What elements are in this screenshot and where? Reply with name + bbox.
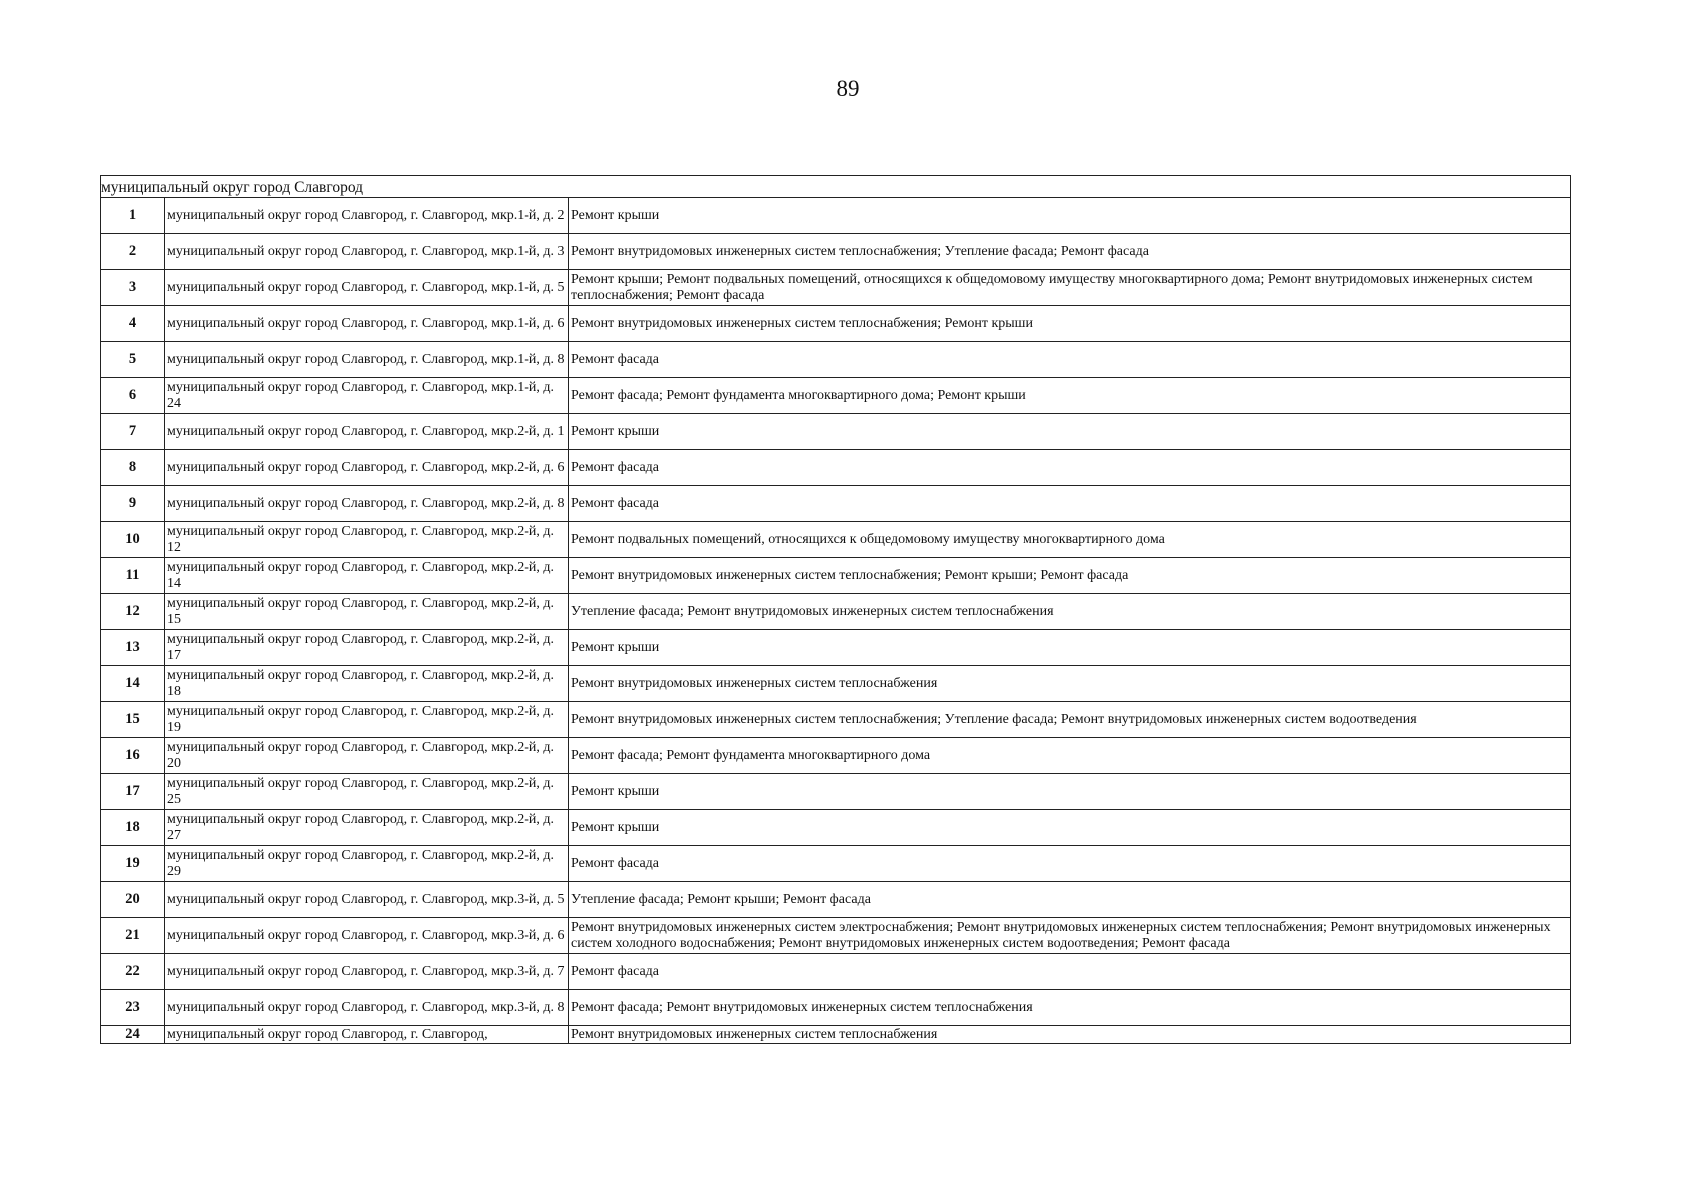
row-address: муниципальный округ город Славгород, г. Славгород, мкр.2-й, д. 20 <box>165 738 569 774</box>
row-number: 22 <box>101 954 165 990</box>
table-row <box>101 702 1571 738</box>
row-works: Ремонт внутридомовых инженерных систем теплоснабжения <box>569 666 1571 702</box>
row-number: 24 <box>101 1026 165 1044</box>
row-works: Ремонт внутридомовых инженерных систем теплоснабжения; Ремонт крыши <box>569 306 1571 342</box>
table-row <box>101 774 1571 810</box>
row-address: муниципальный округ город Славгород, г. Славгород, мкр.3-й, д. 6 <box>165 918 569 954</box>
row-number: 17 <box>101 774 165 810</box>
row-address: муниципальный округ город Славгород, г. Славгород, мкр.1-й, д. 3 <box>165 234 569 270</box>
row-works: Ремонт крыши <box>569 810 1571 846</box>
table-row <box>101 846 1571 882</box>
row-works: Утепление фасада; Ремонт внутридомовых инженерных систем теплоснабжения <box>569 594 1571 630</box>
row-number: 23 <box>101 990 165 1026</box>
row-number: 14 <box>101 666 165 702</box>
table-row <box>101 1026 1571 1044</box>
row-works: Ремонт крыши <box>569 414 1571 450</box>
row-address: муниципальный округ город Славгород, г. Славгород, мкр.3-й, д. 8 <box>165 990 569 1026</box>
row-address: муниципальный округ город Славгород, г. Славгород, мкр.2-й, д. 19 <box>165 702 569 738</box>
table-row <box>101 810 1571 846</box>
row-number: 3 <box>101 270 165 306</box>
table-row <box>101 486 1571 522</box>
table-row <box>101 234 1571 270</box>
table-row <box>101 414 1571 450</box>
row-works: Ремонт крыши <box>569 774 1571 810</box>
table-row <box>101 450 1571 486</box>
table-row <box>101 594 1571 630</box>
row-number: 2 <box>101 234 165 270</box>
row-number: 21 <box>101 918 165 954</box>
row-number: 15 <box>101 702 165 738</box>
repair-table <box>100 175 1571 1044</box>
row-number: 10 <box>101 522 165 558</box>
row-address: муниципальный округ город Славгород, г. Славгород, мкр.2-й, д. 29 <box>165 846 569 882</box>
table-row <box>101 270 1571 306</box>
row-works: Ремонт внутридомовых инженерных систем теплоснабжения; Утепление фасада; Ремонт фасада <box>569 234 1571 270</box>
row-number: 7 <box>101 414 165 450</box>
row-works: Ремонт крыши <box>569 630 1571 666</box>
row-number: 1 <box>101 198 165 234</box>
row-address: муниципальный округ город Славгород, г. Славгород, мкр.2-й, д. 15 <box>165 594 569 630</box>
row-address: муниципальный округ город Славгород, г. Славгород, мкр.3-й, д. 7 <box>165 954 569 990</box>
row-address: муниципальный округ город Славгород, г. Славгород, мкр.2-й, д. 8 <box>165 486 569 522</box>
table-row <box>101 666 1571 702</box>
row-address: муниципальный округ город Славгород, г. Славгород, мкр.2-й, д. 6 <box>165 450 569 486</box>
table-row <box>101 522 1571 558</box>
row-address: муниципальный округ город Славгород, г. Славгород, мкр.2-й, д. 18 <box>165 666 569 702</box>
row-number: 9 <box>101 486 165 522</box>
row-address: муниципальный округ город Славгород, г. Славгород, мкр.1-й, д. 24 <box>165 378 569 414</box>
row-number: 16 <box>101 738 165 774</box>
table-row <box>101 558 1571 594</box>
row-address: муниципальный округ город Славгород, г. Славгород, мкр.2-й, д. 1 <box>165 414 569 450</box>
row-works: Ремонт фасада; Ремонт внутридомовых инженерных систем теплоснабжения <box>569 990 1571 1026</box>
table-row <box>101 990 1571 1026</box>
row-number: 19 <box>101 846 165 882</box>
row-works: Утепление фасада; Ремонт крыши; Ремонт фасада <box>569 882 1571 918</box>
table-row <box>101 630 1571 666</box>
table-row <box>101 882 1571 918</box>
row-works: Ремонт фасада <box>569 450 1571 486</box>
row-works: Ремонт фасада <box>569 954 1571 990</box>
region-header-row <box>101 176 1571 198</box>
table-row <box>101 342 1571 378</box>
table-row <box>101 198 1571 234</box>
row-works: Ремонт крыши; Ремонт подвальных помещений, относящихся к общедомовому имуществу многоквартирного дома; Ремонт внутридомовых инженерных систем теплоснабжения; Ремонт фасада <box>569 270 1571 306</box>
row-address: муниципальный округ город Славгород, г. Славгород, <box>165 1026 569 1044</box>
row-address: муниципальный округ город Славгород, г. Славгород, мкр.1-й, д. 5 <box>165 270 569 306</box>
row-works: Ремонт фасада <box>569 486 1571 522</box>
row-address: муниципальный округ город Славгород, г. Славгород, мкр.3-й, д. 5 <box>165 882 569 918</box>
row-address: муниципальный округ город Славгород, г. Славгород, мкр.2-й, д. 25 <box>165 774 569 810</box>
row-number: 6 <box>101 378 165 414</box>
row-works: Ремонт крыши <box>569 198 1571 234</box>
row-works: Ремонт внутридомовых инженерных систем теплоснабжения; Утепление фасада; Ремонт внутридомовых инженерных систем водоотведения <box>569 702 1571 738</box>
row-number: 4 <box>101 306 165 342</box>
row-works: Ремонт фасада <box>569 342 1571 378</box>
row-number: 13 <box>101 630 165 666</box>
table-row <box>101 954 1571 990</box>
row-address: муниципальный округ город Славгород, г. Славгород, мкр.1-й, д. 2 <box>165 198 569 234</box>
row-address: муниципальный округ город Славгород, г. Славгород, мкр.2-й, д. 27 <box>165 810 569 846</box>
page-number: 89 <box>836 76 860 101</box>
row-address: муниципальный округ город Славгород, г. Славгород, мкр.1-й, д. 6 <box>165 306 569 342</box>
row-works: Ремонт фасада; Ремонт фундамента многоквартирного дома <box>569 738 1571 774</box>
row-works: Ремонт подвальных помещений, относящихся к общедомовому имуществу многоквартирного дома <box>569 522 1571 558</box>
table-row <box>101 738 1571 774</box>
row-number: 5 <box>101 342 165 378</box>
table-row <box>101 306 1571 342</box>
row-number: 20 <box>101 882 165 918</box>
row-address: муниципальный округ город Славгород, г. Славгород, мкр.2-й, д. 12 <box>165 522 569 558</box>
table-row <box>101 378 1571 414</box>
row-number: 18 <box>101 810 165 846</box>
table-row <box>101 918 1571 954</box>
row-address: муниципальный округ город Славгород, г. Славгород, мкр.1-й, д. 8 <box>165 342 569 378</box>
row-number: 11 <box>101 558 165 594</box>
row-number: 8 <box>101 450 165 486</box>
row-works: Ремонт внутридомовых инженерных систем теплоснабжения <box>569 1026 1571 1044</box>
row-works: Ремонт внутридомовых инженерных систем электроснабжения; Ремонт внутридомовых инженерных систем теплоснабжения; Ремонт внутридомовых инженерных систем холодного водоснабжения; Ремонт внутридомовых инженерных систем водоотведения; Ремонт фасада <box>569 918 1571 954</box>
row-works: Ремонт фасада; Ремонт фундамента многоквартирного дома; Ремонт крыши <box>569 378 1571 414</box>
row-address: муниципальный округ город Славгород, г. Славгород, мкр.2-й, д. 14 <box>165 558 569 594</box>
region-title: муниципальный округ город Славгород <box>101 176 1571 198</box>
row-works: Ремонт внутридомовых инженерных систем теплоснабжения; Ремонт крыши; Ремонт фасада <box>569 558 1571 594</box>
row-address: муниципальный округ город Славгород, г. Славгород, мкр.2-й, д. 17 <box>165 630 569 666</box>
row-number: 12 <box>101 594 165 630</box>
row-works: Ремонт фасада <box>569 846 1571 882</box>
